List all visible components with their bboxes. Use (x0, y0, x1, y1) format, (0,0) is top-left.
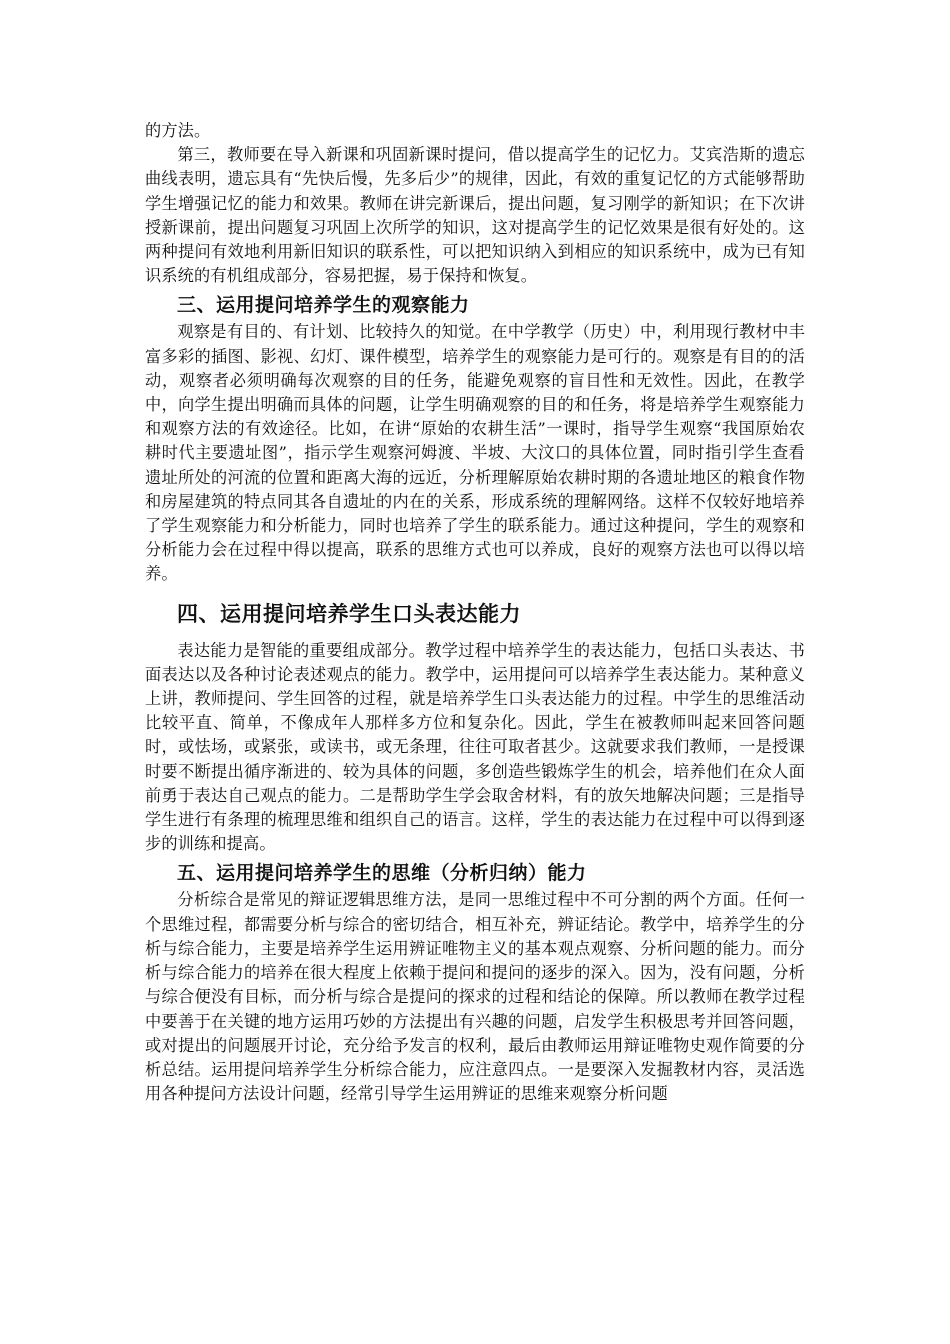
paragraph-observation: 观察是有目的、有计划、比较持久的知觉。在中学教学（历史）中，利用现行教材中丰富多彩的插图、影视、幻灯、课件模型，培养学生的观察能力是可行的。观察是有目的的活动，观察者必须明确每次观察的目的任务，能避免观察的盲目性和无效性。因此，在教学中，向学生提出明确而具体的问题，让学生明确观察的目的和任务，将是培养学生观察能力和观察方法的有效途径。比如，在讲“原始的农耕生活”一课时，指导学生观察“我国原始农耕时代主要遗址图”，指示学生观察河姆渡、半坡、大汶口的具体位置，同时指引学生查看遗址所处的河流的位置和距离大海的远近，分析理解原始农耕时期的各遗址地区的粮食作物和房屋建筑的特点同其各自遗址的内在的关系，形成系统的理解网络。这样不仅较好地培养了学生观察能力和分析能力，同时也培养了学生的联系能力。通过这种提问，学生的观察和分析能力会在过程中得以提高，联系的思维方式也可以养成，良好的观察方法也可以得以培养。 (145, 322, 805, 584)
paragraph-thinking: 分析综合是常见的辩证逻辑思维方法，是同一思维过程中不可分割的两个方面。任何一个思维过程，都需要分析与综合的密切结合，相互补充，辨证结论。教学中，培养学生的分析与综合能力，主要是培养学生运用辨证唯物主义的基本观点观察、分析问题的能力。而分析与综合能力的培养在很大程度上依赖于提问和提问的逐步的深入。因为，没有问题，分析与综合便没有目标，而分析与综合是提问的探求的过程和结论的保障。所以教师在教学过程中要善于在关键的地方运用巧妙的方法提出有兴趣的问题，启发学生积极思考并回答问题，或对提出的问题展开讨论，充分给予发言的权利，最后由教师运用辩证唯物史观作简要的分析总结。运用提问培养学生分析综合能力，应注意四点。一是要深入发掘教材内容，灵活选用各种提问方法设计问题，经常引导学生运用辨证的思维来观察分析问题 (145, 890, 805, 1104)
paragraph-continuation: 的方法。 (145, 121, 211, 140)
paragraph-memory: 第三，教师要在导入新课和巩固新课时提问，借以提高学生的记忆力。艾宾浩斯的遗忘曲线表明，遗忘具有“先快后慢，先多后少”的规律，因此，有效的重复记忆的方式能够帮助学生增强记忆的能力和效果。教师在讲完新课后，提出问题，复习刚学的新知识；在下次讲授新课前，提出问题复习巩固上次所学的知识，这对提高学生的记忆效果是很有好处的。这两种提问有效地利用新旧知识的联系性，可以把知识纳入到相应的知识系统中，成为已有知识系统的有机组成部分，容易把握，易于保持和恢复。 (145, 145, 805, 286)
section-heading-observation: 三、运用提问培养学生的观察能力 (177, 294, 470, 317)
document-page (145, 119, 805, 1106)
paragraph-expression: 表达能力是智能的重要组成部分。教学过程中培养学生的表达能力，包括口头表达、书面表达以及各种讨论表述观点的能力。教学中，运用提问可以培养学生表达能力。某种意义上讲，教师提问、学生回答的过程，就是培养学生口头表达能力的过程。中学生的思维活动比较平直、简单，不像成年人那样多方位和复杂化。因此，学生在被教师叫起来回答问题时，或怯场，或紧张，或读书，或无条理，往往可取者甚少。这就要求我们教师，一是授课时要不断提出循序渐进的、较为具体的问题，多创造些锻炼学生的机会，培养他们在众人面前勇于表达自己观点的能力。二是帮助学生学会取舍材料，有的放矢地解决问题；三是指导学生进行有条理的梳理思维和组织自己的语言。这样，学生的表达能力在过程中可以得到逐步的训练和提高。 (145, 640, 805, 854)
section-heading-thinking: 五、运用提问培养学生的思维（分析归纳）能力 (177, 862, 587, 885)
section-heading-expression: 四、运用提问培养学生口头表达能力 (177, 601, 521, 626)
